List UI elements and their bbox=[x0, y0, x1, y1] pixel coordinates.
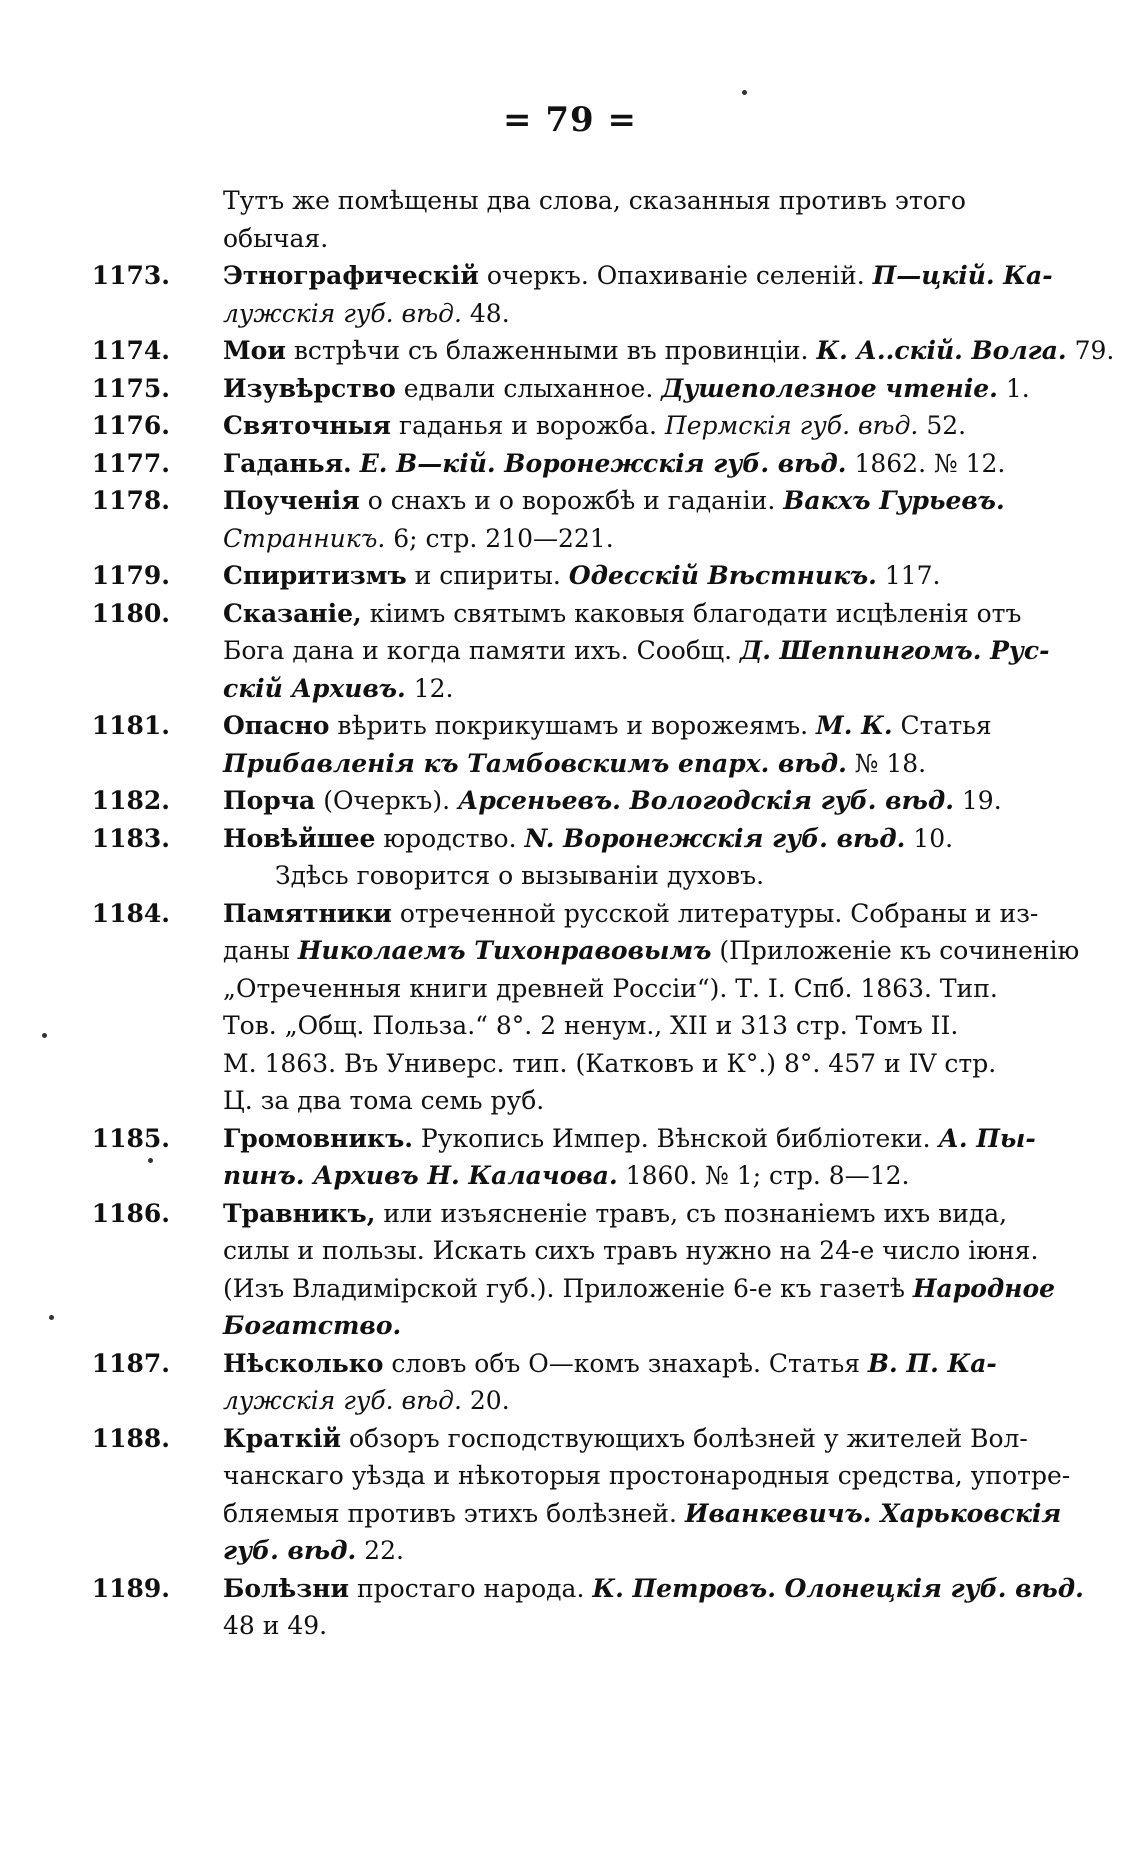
entry-title: Опасно bbox=[223, 711, 330, 740]
entry-1183-note: Здѣсь говорится о вызываніи духовъ. bbox=[275, 861, 765, 890]
entry-1187: 1187. Нѣсколько словъ объ О—комъ знахарѣ. Статья В. П. Ка- bbox=[70, 1345, 990, 1383]
entry-1178: 1178. Поученія о снахъ и о ворожбѣ и гаданіи. Вакхъ Гурьевъ. bbox=[70, 482, 990, 520]
entry-1184-cont: даны Николаемъ Тихонравовымъ (Приложеніе къ сочиненію bbox=[223, 936, 1080, 965]
entry-title: Порча bbox=[223, 786, 316, 815]
entry-title: Памятники bbox=[223, 898, 392, 928]
entry-source: губ. вѣд. bbox=[223, 1536, 357, 1565]
entry-source: К. Петровъ. Олонецкія губ. вѣд. bbox=[592, 1573, 1084, 1603]
entry-number: 1188. bbox=[91, 1423, 170, 1453]
entry-source: Прибавленія къ Тамбовскимъ епарх. вѣд. bbox=[223, 748, 847, 778]
entry-number: 1186. bbox=[91, 1198, 170, 1228]
entry-number: 1175. bbox=[91, 373, 170, 403]
entry-1180-cont: Бога дана и когда памяти ихъ. Сообщ. Д. Шеппингомъ. Рус- bbox=[223, 636, 1050, 665]
entry-1187-cont: лужскія губ. вѣд. 20. bbox=[223, 1386, 510, 1415]
entry-source: скій Архивъ. bbox=[223, 673, 406, 703]
entry-source: К. А..скій. Волга. bbox=[816, 336, 1067, 365]
entry-title: Громовникъ. bbox=[223, 1123, 413, 1153]
entry-1180: 1180. Сказаніе, кіимъ святымъ каковыя благодати исцѣленія отъ bbox=[70, 595, 990, 633]
entry-1174: 1174. Мои встрѣчи съ блаженными въ провинціи. К. А..скій. Волга. 79. bbox=[70, 332, 990, 370]
entry-1186-cont: (Изъ Владимірской губ.). Приложеніе 6-е къ газетѣ Народное bbox=[223, 1273, 1056, 1303]
entry-title: Гаданья. bbox=[223, 448, 352, 478]
entry-1188-cont: бляемыя противъ этихъ болѣзней. Иванкевичъ. Харьковскія bbox=[223, 1498, 1062, 1528]
entry-source: Народное bbox=[912, 1273, 1056, 1303]
entry-title: Мои bbox=[223, 336, 286, 365]
entry-source: Пермскія губ. вѣд. bbox=[664, 411, 919, 440]
page-number: = 79 = bbox=[503, 100, 637, 140]
entry-number: 1184. bbox=[91, 898, 170, 928]
entry-1184: 1184. Памятники отреченной русской литературы. Собраны и из- bbox=[70, 895, 990, 933]
entry-1183: 1183. Новѣйшее юродство. N. Воронежскія губ. вѣд. 10. bbox=[70, 820, 990, 858]
entry-1173-cont: лужскія губ. вѣд. 48. bbox=[223, 298, 510, 328]
entry-number: 1181. bbox=[91, 711, 170, 740]
entry-1186: 1186. Травникъ, или изъясненіе травъ, съ познаніемъ ихъ вида, bbox=[70, 1195, 990, 1233]
entry-1185-cont: пинъ. Архивъ Н. Калачова. 1860. № 1; стр. 8—12. bbox=[223, 1161, 910, 1190]
entry-1188-cont: губ. вѣд. 22. bbox=[223, 1536, 404, 1565]
entry-1186-cont bbox=[70, 1307, 990, 1345]
entry-1184-cont: Ц. за два тома семь руб. bbox=[223, 1086, 545, 1115]
continued-note-line: Тутъ же помѣщены два слова, сказанныя противъ этого bbox=[223, 186, 966, 215]
entry-1175: 1175. Изувѣрство едвали слыханное. Душеполезное чтеніе. 1. bbox=[70, 370, 990, 408]
entry-1181: 1181. Опасно вѣрить покрикушамъ и ворожеямъ. М. К. Статья bbox=[70, 707, 990, 745]
scan-speck bbox=[742, 90, 747, 95]
scan-speck bbox=[49, 1315, 54, 1320]
entry-source: пинъ. Архивъ Н. Калачова. bbox=[223, 1161, 618, 1190]
entry-number: 1187. bbox=[91, 1348, 170, 1378]
entry-source: М. К. bbox=[816, 711, 893, 740]
entry-1184-cont: „Отреченныя книги древней Россіи“). Т. I. Спб. 1863. Тип. bbox=[223, 973, 998, 1003]
entry-1173: 1173. Этнографическій очеркъ. Опахиваніе селеній. П—цкій. Ка- bbox=[70, 257, 990, 295]
entry-1189-cont: 48 и 49. bbox=[223, 1611, 328, 1640]
entry-1176: 1176. Святочныя гаданья и ворожба. Пермскія губ. вѣд. 52. bbox=[70, 407, 990, 445]
entry-1179: 1179. Спиритизмъ и спириты. Одесскій Вѣстникъ. 117. bbox=[70, 557, 990, 595]
entry-source: Иванкевичъ. Харьковскія bbox=[684, 1498, 1062, 1528]
entry-1181-cont: Прибавленія къ Тамбовскимъ епарх. вѣд. № 18. bbox=[223, 748, 927, 778]
entry-1189: 1189. Болѣзни простаго народа. К. Петровъ. Олонецкія губ. вѣд. bbox=[70, 1570, 990, 1608]
entry-number: 1178. bbox=[91, 486, 170, 515]
entry-source: лужскія губ. вѣд. bbox=[223, 298, 462, 328]
entry-1184-cont: Тов. „Общ. Польза.“ 8°. 2 ненум., XII и 313 стр. Томъ II. bbox=[223, 1011, 959, 1040]
entry-source: Николаемъ Тихонравовымъ bbox=[297, 936, 712, 965]
entry-number: 1179. bbox=[91, 561, 170, 590]
entry-1184-cont: М. 1863. Въ Универс. тип. (Катковъ и К°.) 8°. 457 и IV стр. bbox=[223, 1048, 997, 1078]
entry-1185: 1185. Громовникъ. Рукопись Импер. Вѣнской библіотеки. А. Пы- bbox=[70, 1120, 990, 1158]
entry-1182: 1182. Порча (Очеркъ). Арсеньевъ. Вологодскія губ. вѣд. 19. bbox=[70, 782, 990, 820]
entry-source: Душеполезное чтеніе. bbox=[661, 373, 998, 403]
entry-source: Богатство. bbox=[223, 1311, 402, 1340]
entry-title: Святочныя bbox=[223, 411, 392, 440]
entry-1177: 1177. Гаданья. Е. В—кій. Воронежскія губ. вѣд. 1862. № 12. bbox=[70, 445, 990, 483]
entry-number: 1180. bbox=[91, 598, 170, 628]
entry-1188-cont: чанскаго уѣзда и нѣкоторыя простонародныя средства, употре- bbox=[223, 1461, 1071, 1490]
entry-title: Изувѣрство bbox=[223, 373, 396, 403]
entry-number: 1177. bbox=[91, 448, 170, 478]
entry-source: Странникъ. bbox=[223, 523, 386, 553]
entry-source: N. Воронежскія губ. вѣд. bbox=[524, 823, 906, 853]
entry-source: Вакхъ Гурьевъ. bbox=[783, 486, 1005, 515]
entry-number: 1174. bbox=[91, 336, 170, 365]
entry-1188: 1188. Краткій обзоръ господствующихъ болѣзней у жителей Вол- bbox=[70, 1420, 990, 1458]
entry-title: Сказаніе, bbox=[223, 598, 362, 628]
entry-number: 1182. bbox=[91, 786, 170, 815]
entry-number: 1185. bbox=[91, 1123, 170, 1153]
entry-title: Новѣйшее bbox=[223, 823, 376, 853]
scan-speck bbox=[148, 1158, 153, 1163]
entry-title: Краткій bbox=[223, 1423, 342, 1453]
scan-speck bbox=[42, 1033, 47, 1038]
entry-title: Поученія bbox=[223, 486, 360, 515]
entry-title: Нѣсколько bbox=[223, 1348, 384, 1378]
entry-title: Болѣзни bbox=[223, 1573, 350, 1603]
continued-note-line: обычая. bbox=[223, 223, 329, 253]
entry-source: П—цкій. Ка- bbox=[872, 261, 1053, 290]
entry-source: Д. Шеппингомъ. Рус- bbox=[740, 636, 1050, 665]
entry-source: Арсеньевъ. Вологодскія губ. вѣд. bbox=[457, 786, 954, 815]
entry-1178-cont: Странникъ. 6; стр. 210—221. bbox=[223, 523, 614, 553]
entry-title: Травникъ, bbox=[223, 1198, 376, 1228]
entry-1180-cont: скій Архивъ. 12. bbox=[223, 673, 454, 703]
entry-source: Е. В—кій. Воронежскія губ. вѣд. bbox=[359, 448, 847, 478]
entry-source: Одесскій Вѣстникъ. bbox=[568, 561, 877, 590]
entry-1186-cont: силы и пользы. Искать сихъ травъ нужно на 24-е число іюня. bbox=[223, 1236, 1039, 1265]
entry-source: В. П. Ка- bbox=[867, 1348, 997, 1378]
entry-number: 1189. bbox=[91, 1573, 170, 1603]
entry-source: А. Пы- bbox=[938, 1123, 1036, 1153]
entry-title: Спиритизмъ bbox=[223, 561, 407, 590]
bibliography-list bbox=[70, 182, 1115, 1645]
entry-title: Этнографическій bbox=[223, 261, 479, 290]
entry-number: 1183. bbox=[91, 823, 170, 853]
entry-source: лужскія губ. вѣд. bbox=[223, 1386, 462, 1415]
entry-number: 1176. bbox=[91, 411, 170, 440]
entry-number: 1173. bbox=[91, 261, 170, 290]
